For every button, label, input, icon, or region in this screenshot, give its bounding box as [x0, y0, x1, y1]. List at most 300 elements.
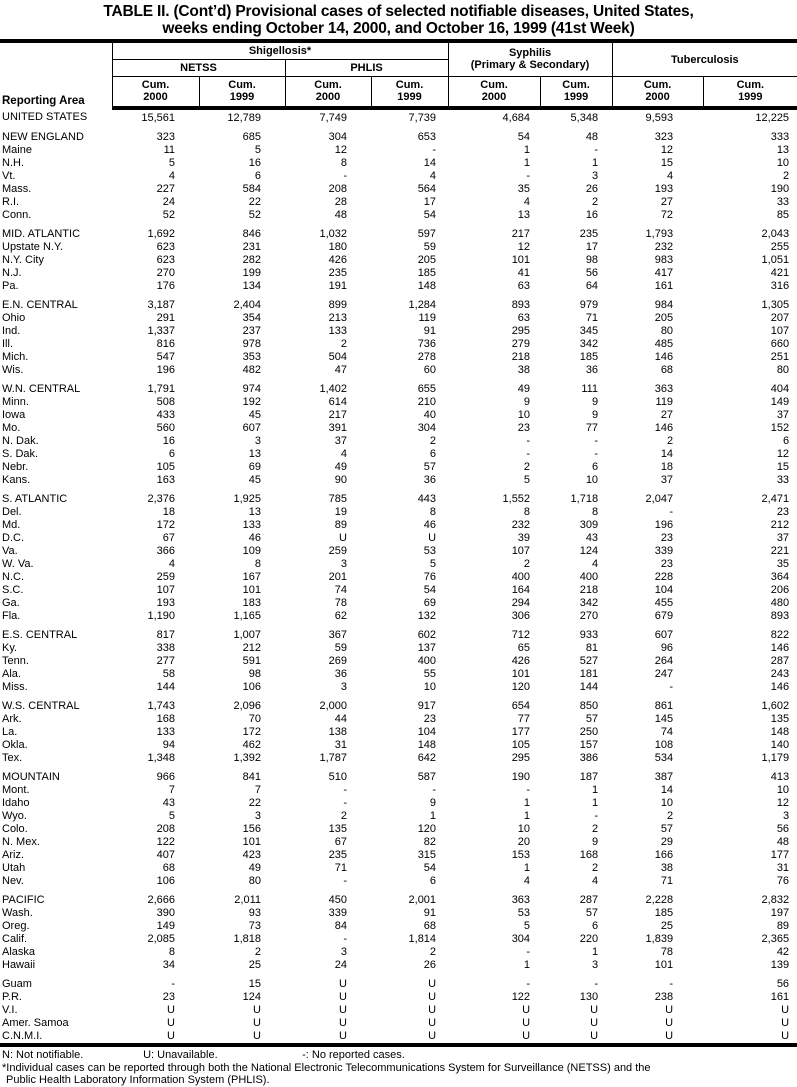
value-cell: 354	[242, 312, 261, 324]
value-cell: 185	[579, 351, 599, 363]
value-cell: 1	[523, 144, 531, 156]
value-cell: 67	[162, 532, 175, 544]
value-cell: 57	[585, 713, 599, 725]
value-cell: -	[526, 170, 531, 182]
value-cell: 316	[770, 280, 790, 292]
value-cell: 139	[770, 959, 790, 971]
value-cell: 52	[248, 209, 261, 221]
value-cell: 23	[517, 422, 531, 434]
value-cell: 73	[248, 920, 261, 932]
value-cell: -	[526, 784, 531, 796]
value-cell: 146	[654, 351, 674, 363]
value-cell: 426	[328, 254, 347, 266]
value-cell: 54	[423, 862, 437, 874]
reporting-area-cell: Colo.	[2, 823, 28, 835]
value-cell: 504	[328, 351, 347, 363]
value-cell: 4	[591, 558, 599, 570]
value-cell: 37	[334, 435, 347, 447]
value-cell: 2,376	[147, 493, 175, 505]
value-cell: 3	[340, 558, 347, 570]
value-cell: 2,047	[645, 493, 674, 505]
value-cell: 157	[579, 739, 599, 751]
table-row	[0, 532, 797, 545]
reporting-area-cell: S.C.	[2, 584, 24, 596]
reporting-area-cell: Alaska	[2, 946, 36, 958]
value-cell: 642	[417, 752, 437, 764]
value-cell: 6	[782, 435, 790, 447]
reporting-area-cell: Wyo.	[2, 810, 27, 822]
value-cell: 172	[156, 519, 175, 531]
value-cell: 602	[417, 629, 437, 641]
value-cell: 72	[660, 209, 674, 221]
value-cell: 2	[340, 338, 347, 350]
value-cell: 363	[654, 383, 674, 395]
value-cell: 846	[242, 228, 261, 240]
value-cell: U	[590, 1004, 599, 1016]
table-row	[0, 991, 797, 1004]
value-cell: 168	[579, 849, 599, 861]
table-header	[0, 41, 797, 108]
value-cell: 785	[328, 493, 347, 505]
value-cell: -	[343, 170, 347, 182]
value-cell: 56	[776, 978, 790, 990]
value-cell: U	[428, 991, 437, 1003]
value-cell: 339	[654, 545, 674, 557]
value-cell: 8	[254, 558, 261, 570]
syphilis-header-line2: (Primary & Secondary)	[470, 58, 590, 71]
value-cell: 1	[591, 797, 599, 809]
value-cell: 404	[770, 383, 790, 395]
value-cell: 101	[511, 668, 531, 680]
value-cell: U	[253, 1017, 261, 1029]
value-cell: 177	[770, 849, 790, 861]
value-cell: 15	[660, 157, 674, 169]
syphilis-header	[448, 41, 612, 77]
value-cell: 49	[517, 383, 531, 395]
reporting-area-cell: N.Y. City	[2, 254, 44, 266]
value-cell: 24	[162, 196, 175, 208]
table-row	[0, 784, 797, 797]
value-cell: 26	[585, 183, 599, 195]
legend-no-reported-cases: -: No reported cases.	[302, 1049, 405, 1061]
value-cell: 3	[340, 946, 347, 958]
value-cell: 89	[334, 519, 347, 531]
value-cell: 56	[585, 267, 599, 279]
phlis-header: PHLIS	[285, 60, 448, 77]
value-cell: 13	[248, 448, 261, 460]
value-cell: 6	[429, 875, 437, 887]
table-row	[0, 364, 797, 377]
value-cell: -	[669, 506, 674, 518]
value-cell: 19	[334, 506, 347, 518]
value-cell: 2	[429, 435, 437, 447]
value-cell: 23	[423, 713, 437, 725]
value-cell: 2,085	[147, 933, 175, 945]
table-row	[0, 771, 797, 784]
value-cell: 36	[585, 364, 599, 376]
value-cell: 279	[511, 338, 531, 350]
value-cell: 146	[770, 681, 790, 693]
value-cell: 119	[655, 396, 674, 408]
value-cell: 44	[334, 713, 347, 725]
value-cell: 106	[242, 681, 261, 693]
value-cell: 597	[417, 228, 437, 240]
value-cell: 205	[417, 254, 437, 266]
table-row	[0, 299, 797, 312]
value-cell: 2	[254, 946, 261, 958]
value-cell: 146	[770, 642, 790, 654]
value-cell: 5	[429, 558, 437, 570]
value-cell: 152	[770, 422, 790, 434]
reporting-area-cell: Mo.	[2, 422, 21, 434]
table-row	[0, 196, 797, 209]
value-cell: 6	[168, 448, 175, 460]
table-row	[0, 946, 797, 959]
value-cell: 207	[770, 312, 790, 324]
value-cell: 41	[517, 267, 531, 279]
reporting-area-cell: S. Dak.	[2, 448, 39, 460]
reporting-area-cell: Mass.	[2, 183, 32, 195]
value-cell: 76	[423, 571, 437, 583]
value-cell: 218	[511, 351, 531, 363]
value-cell: 43	[162, 797, 175, 809]
value-cell: 1,392	[233, 752, 261, 764]
value-cell: 607	[654, 629, 674, 641]
value-cell: 3	[340, 681, 347, 693]
value-cell: 1,552	[502, 493, 531, 505]
value-cell: 1,165	[233, 610, 261, 622]
reporting-area-cell: Mont.	[2, 784, 30, 796]
value-cell: 1,818	[233, 933, 261, 945]
value-cell: 623	[156, 241, 175, 253]
value-cell: 304	[511, 933, 531, 945]
syphilis-header-line1: Syphilis	[508, 47, 552, 59]
table-row	[0, 108, 797, 125]
table-row	[0, 435, 797, 448]
value-cell: 607	[242, 422, 261, 434]
value-cell: 269	[328, 655, 347, 667]
value-cell: 1,348	[147, 752, 175, 764]
value-cell: 168	[156, 713, 175, 725]
value-cell: 485	[654, 338, 674, 350]
value-cell: 2,228	[645, 894, 674, 906]
value-cell: U	[428, 978, 437, 990]
value-cell: 12,225	[755, 112, 790, 124]
value-cell: 400	[579, 571, 599, 583]
value-cell: 5	[523, 920, 531, 932]
value-cell: 71	[660, 875, 674, 887]
value-cell: 510	[328, 771, 347, 783]
value-cell: -	[432, 784, 437, 796]
reporting-area-cell: N.H.	[2, 157, 24, 169]
value-cell: 1,179	[761, 752, 790, 764]
value-cell: 6	[429, 448, 437, 460]
value-cell: 654	[511, 700, 531, 712]
value-cell: 235	[328, 267, 347, 279]
value-cell: 822	[770, 629, 790, 641]
value-cell: 13	[776, 144, 790, 156]
value-cell: 218	[579, 584, 599, 596]
value-cell: 23	[162, 991, 175, 1003]
table-row	[0, 849, 797, 862]
reporting-area-cell: Amer. Samoa	[2, 1017, 69, 1029]
value-cell: 264	[654, 655, 674, 667]
value-cell: 56	[776, 823, 790, 835]
value-cell: 4	[340, 448, 347, 460]
value-cell: 270	[579, 610, 599, 622]
value-cell: U	[781, 1004, 790, 1016]
value-cell: 235	[328, 849, 347, 861]
value-cell: 250	[579, 726, 599, 738]
value-cell: 291	[156, 312, 175, 324]
value-cell: 90	[334, 474, 347, 486]
value-cell: U	[428, 1004, 437, 1016]
value-cell: 363	[511, 894, 531, 906]
value-cell: U	[522, 1004, 531, 1016]
value-cell: -	[526, 946, 531, 958]
value-cell: 145	[654, 713, 674, 725]
table-row	[0, 862, 797, 875]
value-cell: 134	[242, 280, 261, 292]
value-cell: 57	[423, 461, 437, 473]
reporting-area-cell: NEW ENGLAND	[2, 131, 84, 143]
table-row	[0, 545, 797, 558]
value-cell: -	[343, 875, 347, 887]
value-cell: 295	[511, 325, 531, 337]
value-cell: 120	[511, 681, 531, 693]
value-cell: 333	[770, 131, 790, 143]
value-cell: 247	[654, 668, 674, 680]
value-cell: 277	[156, 655, 175, 667]
value-cell: 400	[511, 571, 531, 583]
table-row	[0, 558, 797, 571]
value-cell: 33	[776, 196, 790, 208]
value-cell: 4	[523, 196, 531, 208]
value-cell: 2	[782, 170, 790, 182]
table-row	[0, 157, 797, 170]
value-cell: 107	[511, 545, 531, 557]
value-cell: 146	[654, 422, 674, 434]
table-row	[0, 493, 797, 506]
table-row	[0, 920, 797, 933]
value-cell: 339	[328, 907, 347, 919]
table-row	[0, 700, 797, 713]
value-cell: 1,602	[761, 700, 790, 712]
value-cell: 309	[579, 519, 599, 531]
value-cell: 31	[776, 862, 790, 874]
reporting-area-cell: E.S. CENTRAL	[2, 629, 78, 641]
value-cell: 20	[517, 836, 531, 848]
value-cell: 14	[660, 784, 674, 796]
value-cell: 120	[417, 823, 437, 835]
value-cell: 2	[666, 435, 674, 447]
value-cell: 70	[248, 713, 261, 725]
value-cell: 153	[511, 849, 531, 861]
value-cell: 10	[776, 784, 790, 796]
table-row	[0, 597, 797, 610]
value-cell: 979	[579, 299, 599, 311]
value-cell: 31	[334, 739, 347, 751]
value-cell: 89	[776, 920, 790, 932]
value-cell: 192	[242, 396, 261, 408]
value-cell: 101	[242, 836, 261, 848]
table-row	[0, 584, 797, 597]
value-cell: 167	[242, 571, 261, 583]
table-row	[0, 267, 797, 280]
value-cell: 28	[334, 196, 347, 208]
reporting-area-cell: S. ATLANTIC	[2, 493, 68, 505]
value-cell: 13	[517, 209, 531, 221]
value-cell: -	[669, 681, 674, 693]
value-cell: 59	[334, 642, 347, 654]
value-cell: 187	[579, 771, 599, 783]
value-cell: U	[339, 991, 347, 1003]
value-cell: 5	[254, 144, 261, 156]
value-cell: 185	[654, 907, 674, 919]
value-cell: 421	[770, 267, 790, 279]
value-cell: 60	[423, 364, 437, 376]
value-cell: 63	[517, 280, 531, 292]
cum-col-header: Cum. 2000	[112, 77, 199, 109]
value-cell: 22	[248, 196, 261, 208]
reporting-area-cell: W.S. CENTRAL	[2, 700, 80, 712]
value-cell: 185	[417, 267, 437, 279]
value-cell: 1	[523, 797, 531, 809]
value-cell: 2,365	[761, 933, 790, 945]
value-cell: U	[590, 1017, 599, 1029]
table-row	[0, 610, 797, 623]
value-cell: 255	[770, 241, 790, 253]
table-row	[0, 254, 797, 267]
value-cell: 282	[242, 254, 261, 266]
value-cell: 974	[242, 383, 261, 395]
value-cell: 17	[423, 196, 437, 208]
value-cell: 63	[517, 312, 531, 324]
value-cell: 26	[423, 959, 437, 971]
value-cell: 148	[770, 726, 790, 738]
value-cell: 587	[417, 771, 437, 783]
value-cell: 259	[328, 545, 347, 557]
value-cell: 193	[654, 183, 674, 195]
value-cell: -	[594, 144, 599, 156]
value-cell: 55	[423, 668, 437, 680]
cum-col-header: Cum. 2000	[285, 77, 371, 109]
value-cell: 2,471	[761, 493, 790, 505]
value-cell: 2	[591, 196, 599, 208]
value-cell: 287	[579, 894, 599, 906]
cum-col-header: Cum. 2000	[612, 77, 703, 109]
table-title-line2: weeks ending October 14, 2000, and October 16, 1999 (41st Week)	[162, 20, 635, 37]
reporting-area-cell: W. Va.	[2, 558, 34, 570]
value-cell: 455	[654, 597, 674, 609]
table-row	[0, 642, 797, 655]
value-cell: U	[522, 1017, 531, 1029]
value-cell: U	[339, 1017, 347, 1029]
value-cell: 59	[423, 241, 437, 253]
reporting-area-cell: Pa.	[2, 280, 19, 292]
value-cell: 685	[242, 131, 261, 143]
value-cell: U	[339, 978, 347, 990]
value-cell: U	[167, 1004, 175, 1016]
value-cell: 196	[654, 519, 674, 531]
value-cell: 69	[248, 461, 261, 473]
value-cell: 196	[156, 364, 175, 376]
value-cell: 584	[242, 183, 261, 195]
value-cell: 2	[666, 810, 674, 822]
value-cell: 80	[660, 325, 674, 337]
footnote-asterisk-line1: *Individual cases can be reported through both the National Electronic Telecommunications System for Surveillance (NETSS) and the	[2, 1061, 651, 1074]
value-cell: 1,051	[761, 254, 790, 266]
value-cell: 191	[328, 280, 347, 292]
value-cell: 17	[585, 241, 599, 253]
value-cell: U	[339, 1004, 347, 1016]
value-cell: 46	[248, 532, 261, 544]
value-cell: 78	[334, 597, 347, 609]
reporting-area-cell: Calif.	[2, 933, 28, 945]
reporting-area-cell: Fla.	[2, 610, 21, 622]
reporting-area-cell: Utah	[2, 862, 26, 874]
table-row	[0, 325, 797, 338]
value-cell: 417	[654, 267, 674, 279]
table-row	[0, 836, 797, 849]
value-cell: 407	[156, 849, 175, 861]
value-cell: 591	[242, 655, 261, 667]
value-cell: 111	[581, 383, 599, 395]
table-row	[0, 713, 797, 726]
value-cell: 2	[591, 823, 599, 835]
value-cell: 14	[423, 157, 437, 169]
cum-col-header: Cum. 1999	[703, 77, 797, 109]
value-cell: 2	[523, 461, 531, 473]
value-cell: 52	[162, 209, 175, 221]
table-body	[0, 108, 797, 1045]
value-cell: 68	[162, 862, 175, 874]
value-cell: 48	[585, 131, 599, 143]
value-cell: 91	[423, 907, 437, 919]
value-cell: 96	[660, 642, 674, 654]
tuberculosis-header: Tuberculosis	[612, 41, 797, 77]
value-cell: 85	[776, 209, 790, 221]
value-cell: 1,793	[645, 228, 674, 240]
value-cell: 366	[156, 545, 175, 557]
value-cell: 736	[417, 338, 437, 350]
value-cell: 74	[660, 726, 674, 738]
value-cell: 2	[340, 810, 347, 822]
value-cell: 48	[776, 836, 790, 848]
value-cell: 67	[334, 836, 347, 848]
value-cell: -	[669, 978, 674, 990]
value-cell: 1,305	[761, 299, 790, 311]
table-row	[0, 933, 797, 946]
value-cell: 101	[511, 254, 531, 266]
value-cell: 1,337	[147, 325, 175, 337]
value-cell: 893	[511, 299, 531, 311]
table-row	[0, 1004, 797, 1017]
cum-col-header: Cum. 1999	[371, 77, 448, 109]
value-cell: 400	[417, 655, 437, 667]
value-cell: 77	[585, 422, 599, 434]
value-cell: 4,684	[502, 112, 531, 124]
value-cell: 8	[168, 946, 175, 958]
value-cell: 64	[585, 280, 599, 292]
value-cell: 104	[654, 584, 674, 596]
value-cell: 33	[776, 474, 790, 486]
table-row	[0, 241, 797, 254]
reporting-area-cell: Ky.	[2, 642, 18, 654]
value-cell: U	[428, 532, 437, 544]
footnotes	[0, 1047, 797, 1087]
table-row	[0, 383, 797, 396]
